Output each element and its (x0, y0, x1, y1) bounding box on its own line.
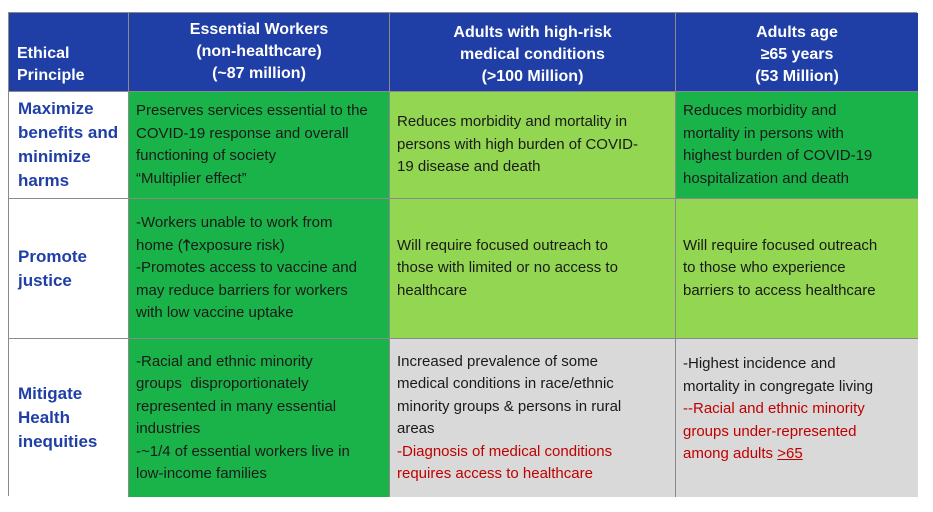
cell-text-line: -Workers unable to work from (136, 214, 333, 232)
cell-text-line: COVID-19 response and overall (136, 124, 349, 142)
cell-text-line: -Highest incidence and (683, 355, 836, 372)
cell-text-line: Preserves services essential to the (136, 102, 368, 119)
header-age65-line: (53 Million) (755, 68, 839, 85)
cell-justice-age65 (676, 199, 918, 339)
header-essential-line: Essential Workers (189, 21, 329, 38)
cell-text-line: represented in many essential (136, 397, 337, 415)
cell-text-line: barriers to access healthcare (683, 281, 876, 299)
cell-text-fragment: among adults (683, 445, 778, 462)
cell-text-line: highest burden of COVID-19 (683, 147, 873, 164)
header-essential-line: (non-healthcare) (196, 43, 322, 60)
cell-inequities-essential (129, 339, 390, 497)
cell-text-line: Reduces morbidity and mortality in (397, 113, 628, 131)
cell-text-line: groups disproportionately (136, 375, 309, 392)
cell-maximize-essential (129, 92, 390, 199)
cell-text-line-red: --Racial and ethnic minority (683, 400, 865, 417)
cell-text-line: persons with high burden of COVID- (397, 135, 638, 153)
row-label-line: harms (18, 171, 70, 190)
header-highrisk-line: Adults with high-risk (453, 24, 612, 41)
up-arrow-icon: 🡑 (182, 236, 191, 254)
cell-text-line: minority groups & persons in rural (397, 397, 622, 415)
cell-maximize-highrisk (390, 92, 676, 199)
row-label-line: Health (18, 408, 70, 427)
row-label-inequities (9, 339, 129, 497)
cell-text-fragment-underlined: >65 (777, 445, 803, 462)
cell-text-fragment: home ( (136, 236, 183, 254)
header-ethical-principle-line: Ethical (17, 45, 70, 62)
header-age65-line: ≥65 years (760, 46, 834, 63)
cell-text-line-red: -Diagnosis of medical conditions (397, 442, 613, 460)
header-essential-workers (129, 13, 390, 92)
header-age65-line: Adults age (756, 24, 838, 41)
cell-text-line: those with limited or no access to (397, 259, 618, 277)
row-label-line: minimize (18, 147, 91, 166)
cell-text-line: to those who experience (683, 259, 846, 277)
cell-text-line-red (683, 443, 912, 466)
header-essential-line: (~87 million) (212, 65, 306, 82)
header-adults-65 (676, 13, 918, 92)
row-label-line: justice (18, 270, 72, 290)
cell-justice-highrisk (390, 199, 676, 339)
cell-text-line: mortality in persons with (683, 124, 844, 142)
header-highrisk-line: (>100 Million) (481, 68, 584, 85)
cell-text-line: “Multiplier effect” (136, 169, 247, 187)
row-label-line: inequities (18, 432, 98, 451)
cell-justice-essential (129, 199, 390, 339)
cell-inequities-highrisk (390, 339, 676, 497)
header-ethical-principle-line: Principle (17, 67, 85, 84)
cell-maximize-age65 (676, 92, 918, 199)
vaccine-allocation-table (8, 12, 917, 496)
cell-text-line: low-income families (136, 465, 267, 482)
cell-text-line: functioning of society (136, 147, 277, 164)
cell-text-line: healthcare (397, 281, 468, 299)
cell-text-line: Will require focused outreach (683, 236, 878, 254)
cell-text-line: -Racial and ethnic minority (136, 352, 313, 370)
cell-text-line: with low vaccine uptake (136, 304, 294, 322)
cell-text-line: mortality in congregate living (683, 377, 874, 395)
cell-text-line: -Promotes access to vaccine and (136, 259, 357, 277)
cell-text-line: hospitalization and death (683, 169, 849, 187)
cell-inequities-age65 (676, 339, 918, 497)
cell-text-line: medical conditions in race/ethnic (397, 375, 614, 392)
row-label-justice (9, 199, 129, 339)
header-highrisk-line: medical conditions (460, 46, 605, 63)
cell-text-line: Increased prevalence of some (397, 352, 598, 370)
cell-text-line: Reduces morbidity and (683, 102, 837, 119)
row-label-maximize (9, 92, 129, 199)
cell-text-line: areas (397, 420, 435, 437)
cell-text-line-red: groups under-represented (683, 422, 857, 440)
cell-text-fragment: exposure risk) (190, 236, 285, 254)
row-label-line: benefits and (18, 123, 119, 142)
row-label-line: Promote (18, 246, 87, 266)
cell-text-line: industries (136, 420, 201, 437)
header-high-risk-adults (390, 13, 676, 92)
header-ethical-principle (9, 13, 129, 92)
cell-text-line: -~1/4 of essential workers live in (136, 442, 350, 460)
cell-text-line: 19 disease and death (397, 158, 541, 176)
row-label-line: Maximize (18, 99, 94, 118)
row-label-line: Mitigate (18, 384, 83, 403)
cell-text-line: may reduce barriers for workers (136, 281, 348, 299)
cell-text-line: Will require focused outreach to (397, 236, 608, 254)
cell-text-line (136, 235, 383, 258)
cell-text-line-red: requires access to healthcare (397, 465, 593, 482)
